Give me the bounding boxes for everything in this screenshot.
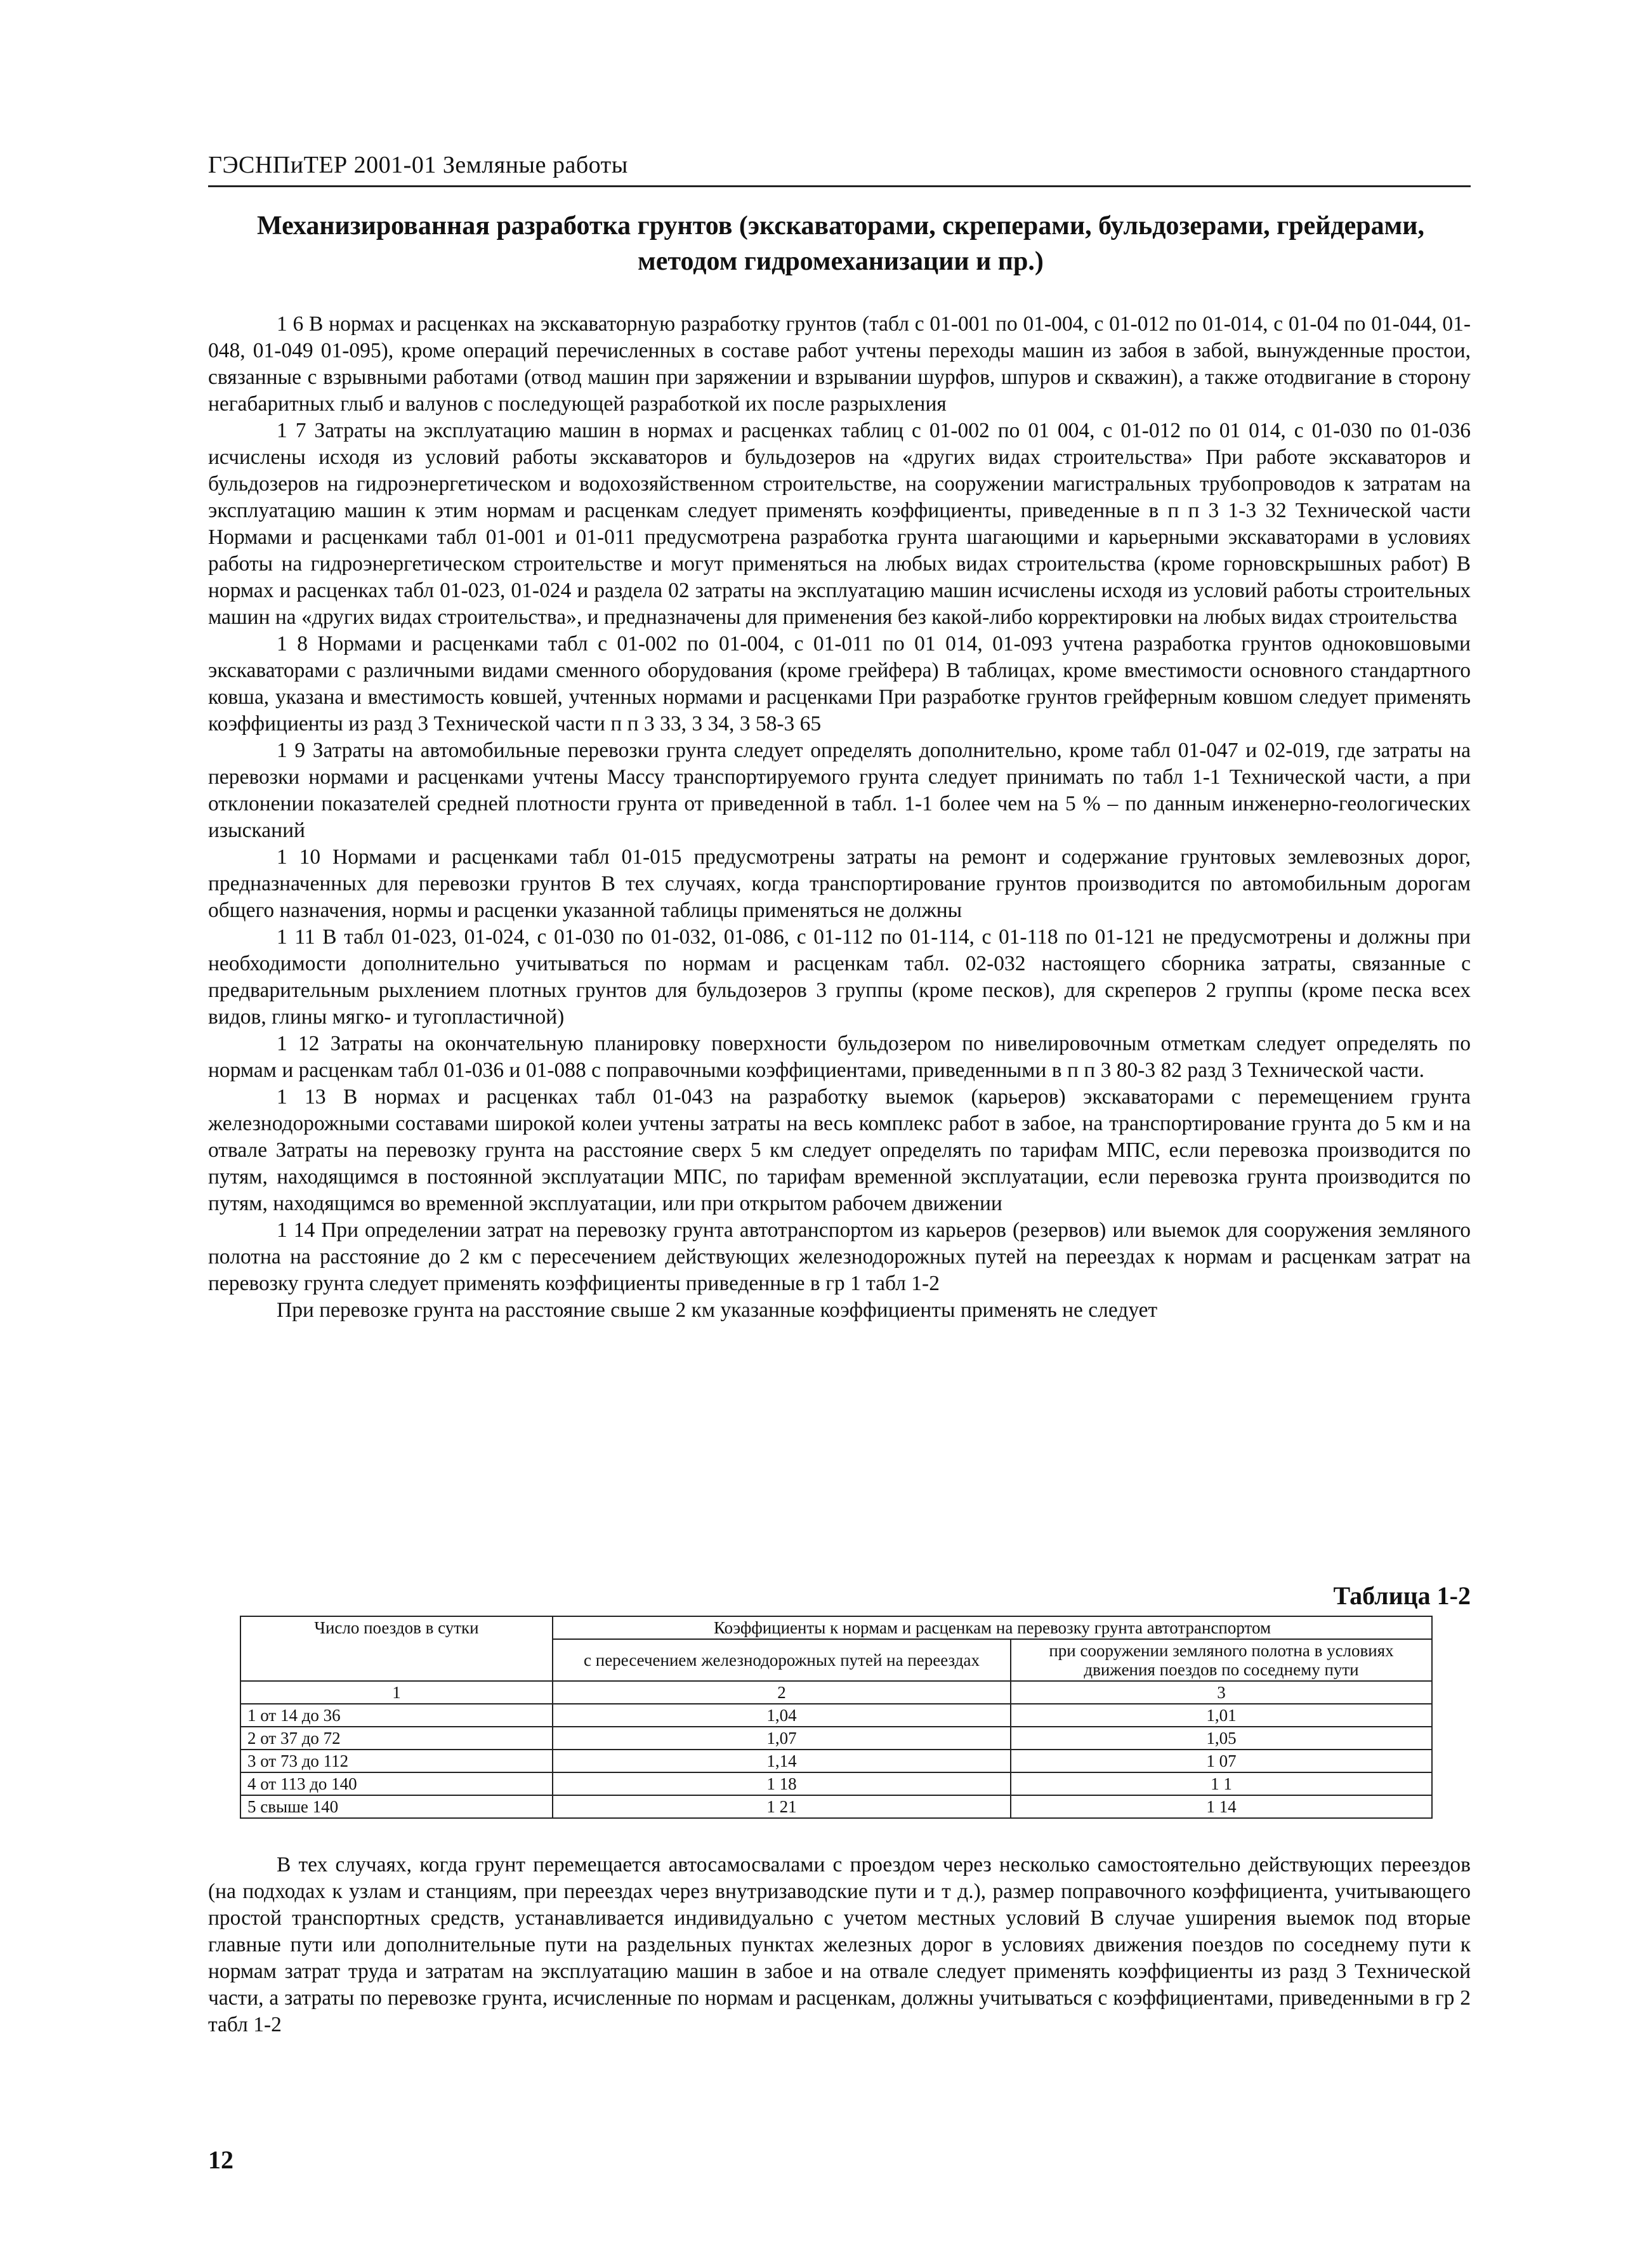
paragraph-1-13: 1 13 В нормах и расценках табл 01-043 на разработку выемок (карьеров) экскаваторами с перемещением грунта железнодорожными составами широкой колеи учтены затраты на весь комплекс работ в забое, на транспортирование грунта до 5 км и на отвале Затраты на перевозку грунта на расстояние сверх 5 км следует определять по тарифам МПС, если перевозка производится по путям, находящимся в постоянной эксплуатации МПС, по тарифам временной эксплуатации, если перевозка грунта производится по путям, находящимся во временной эксплуатации, или при открытом рабочем движении [208,1085,1471,1215]
paragraph-distance-note: При перевозке грунта на расстояние свыше 2 км указанные коэффициенты применять не следует [277,1298,1158,1322]
coefficient-adjacent: 1 07 [1011,1750,1432,1772]
coefficient-adjacent: 1 14 [1011,1795,1432,1818]
paragraph-1-8: 1 8 Нормами и расценками табл с 01-002 по 01-004, с 01-011 по 01 014, 01-093 учтена разработка грунтов одноковшовыми экскаваторами с различными видами сменного оборудования (кроме грейфера) В таблицах, кроме вместимости основного стандартного ковша, указана и вместимость ковшей, учтенных нормами и расценками При разработке грунтов грейферным ковшом следует применять коэффициенты из разд 3 Технической части п п 3 33, 3 34, 3 58-3 65 [208,632,1471,735]
row-label: 5 свыше 140 [240,1795,553,1818]
table-column-numbers-row [240,1681,1432,1704]
paragraph-1-14: 1 14 При определении затрат на перевозку грунта автотранспортом из карьеров (резервов) или выемок для сооружения земляного полотна на расстояние до 2 км с пересечением действующих железнодорожных путей на переездах к нормам и расценкам затрат на перевозку грунта следует применять коэффициенты приведенные в гр 1 табл 1-2 [208,1218,1471,1295]
header-adjacent-track: при сооружении земляного полотна в условиях движения поездов по соседнему пути [1011,1639,1432,1681]
table-row [240,1750,1432,1772]
column-number: 1 [240,1681,553,1704]
section-title: Механизированная разработка грунтов (экскаваторами, скреперами, бульдозерами, грейдерами, методом гидромеханизации и пр.) [257,211,1424,276]
coefficient-adjacent: 1,01 [1011,1704,1432,1727]
header-trains-per-day: Число поездов в сутки [240,1616,553,1681]
row-label: 3 от 73 до 112 [240,1750,553,1772]
paragraph-1-7: 1 7 Затраты на эксплуатацию машин в нормах и расценках таблиц с 01-002 по 01 004, с 01-012 по 01 014, с 01-030 по 01-036 исчислены исходя из условий работы экскаваторов и бульдозеров на «других видах строительства» При работе экскаваторов и бульдозеров на гидроэнергетическом и водохозяйственном строительстве, на сооружении магистральных трубопроводов к затратам на эксплуатацию машин к этим нормам и расценкам следует применять коэффициенты, приведенные в п п 3 1-3 32 Технической части Нормами и расценками табл 01-001 и 01-011 предусмотрена разработка грунта шагающими и карьерными экскаваторами в условиях работы на гидроэнергетическом строительстве и могут применяться на любых видах строительства (кроме горновскрышных работ) В нормах и расценках табл 01-023, 01-024 и раздела 02 затраты на эксплуатацию машин исчислены исходя из условий работы строительных машин на «других видах строительства», и предназначены для применения без какой-либо корректировки на любых видах строительства [208,419,1471,629]
paragraph-1-9: 1 9 Затраты на автомобильные перевозки грунта следует определять дополнительно, кроме табл 01-047 и 02-019, где затраты на перевозки нормами и расценками учтены Массу транспортируемого грунта следует принимать по табл 1-1 Технической части, а при отклонении показателей средней плотности грунта от приведенной в табл. 1-1 более чем на 5 % – по данным инженерно-геологических изысканий [208,739,1471,842]
paragraph-1-12: 1 12 Затраты на окончательную планировку поверхности бульдозером по нивелировочным отметкам следует определять по нормам и расценкам табл 01-036 и 01-088 с поправочными коэффициентами, приведенными в п п 3 80-3 82 разд 3 Технической части. [208,1032,1471,1082]
body-text [208,311,1471,1324]
header-with-crossings: с пересечением железнодорожных путей на переездах [553,1639,1011,1681]
column-number: 2 [553,1681,1011,1704]
paragraph-1-11: 1 11 В табл 01-023, 01-024, с 01-030 по 01-032, 01-086, с 01-112 по 01-114, с 01-118 по 01-121 не предусмотрены и должны при необходимости дополнительно учитываться по нормам и расценкам табл. 02-032 настоящего сборника затраты, связанные с предварительным рыхлением плотных грунтов для бульдозеров 3 группы (кроме песков), для скреперов 2 группы (кроме песка всех видов, глины мягко- и тугопластичной) [208,925,1471,1029]
coefficient-adjacent: 1,05 [1011,1727,1432,1750]
paragraph-1-10: 1 10 Нормами и расценками табл 01-015 предусмотрены затраты на ремонт и содержание грунтовых землевозных дорог, предназначенных для перевозки грунтов В тех случаях, когда транспортирование грунтов производится по автомобильным дорогам общего назначения, нормы и расценки указанной таблицы применяться не должны [208,845,1471,922]
coefficient-adjacent: 1 1 [1011,1772,1432,1795]
table-row [240,1727,1432,1750]
coefficients-table [240,1616,1433,1819]
table-row [240,1704,1432,1727]
coefficient-crossings: 1 18 [553,1772,1011,1795]
table-row [240,1772,1432,1795]
coefficient-crossings: 1,14 [553,1750,1011,1772]
closing-text [208,1852,1471,2038]
closing-paragraph: В тех случаях, когда грунт перемещается автосамосвалами с проездом через несколько самостоятельно действующих переездов (на подходах к узлам и станциям, при переездах через внутризаводские пути и т д.), размер поправочного коэффициента, учитывающего простой транспортных средств, устанавливается индивидуально с учетом местных условий В случае уширения выемок под вторые главные пути или дополнительные пути на раздельных пунктах железных дорог в условиях движения поездов по соседнему пути к нормам затрат труда и затратам на эксплуатацию машин в забое и на отвале следует применять коэффициенты из разд 3 Технической части, а затраты по перевозке грунта, исчисленные по нормам и расценкам, должны учитываться с коэффициентами, приведенными в гр 2 табл 1-2 [208,1853,1471,2036]
header-coefficients-group: Коэффициенты к нормам и расценкам на перевозку грунта автотранспортом [553,1616,1432,1639]
column-number: 3 [1011,1681,1432,1704]
paragraph-1-6: 1 6 В нормах и расценках на экскаваторную разработку грунтов (табл с 01-001 по 01-004, с 01-012 по 01-014, с 01-04 по 01-044, 01-048, 01-049 01-095), кроме операций перечисленных в составе работ учтены переходы машин из забоя в забой, вынужденные простои, связанные с взрывными работами (отвод машин при заряжении и взрывании шурфов, шпуров и скважин), а также отодвигание в сторону негабаритных глыб и валунов с последующей разработкой их после разрыхления [208,312,1471,416]
coefficient-crossings: 1,07 [553,1727,1011,1750]
running-header: ГЭСНПиТЕР 2001-01 Земляные работы [208,150,1471,187]
coefficient-crossings: 1,04 [553,1704,1011,1727]
row-label: 1 от 14 до 36 [240,1704,553,1727]
row-label: 2 от 37 до 72 [240,1727,553,1750]
page-number: 12 [208,2146,233,2174]
coefficient-crossings: 1 21 [553,1795,1011,1818]
table-header-row [240,1616,1432,1639]
row-label: 4 от 113 до 140 [240,1772,553,1795]
table-row [240,1795,1432,1818]
table-caption: Таблица 1-2 [1333,1581,1471,1610]
